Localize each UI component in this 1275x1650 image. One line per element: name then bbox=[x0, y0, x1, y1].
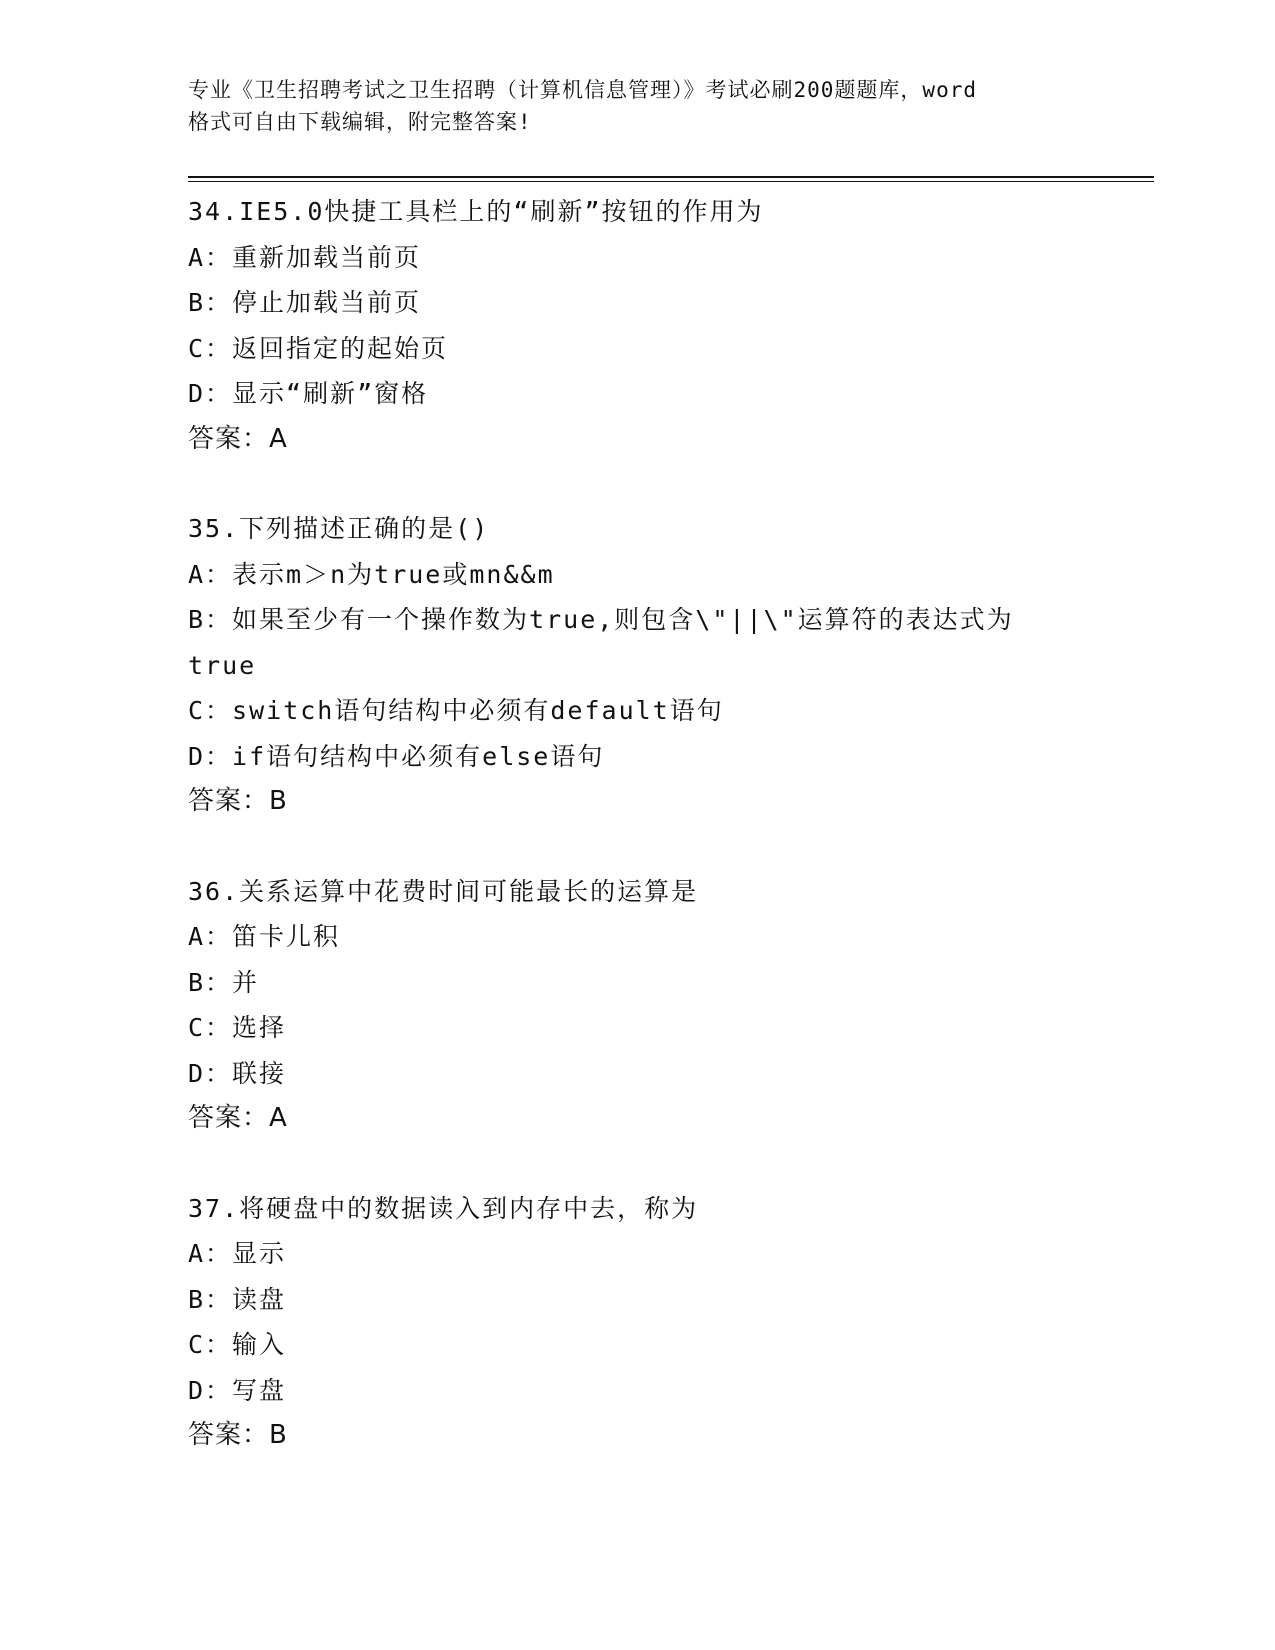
option-a: A：显示 bbox=[188, 1239, 287, 1268]
option-a: A：重新加载当前页 bbox=[188, 242, 422, 272]
option-c: C：输入 bbox=[188, 1330, 287, 1359]
answer-line: 答案：B bbox=[188, 1420, 288, 1450]
option-c: C：switch语句结构中必须有default语句 bbox=[188, 696, 724, 725]
question-34 bbox=[188, 189, 1088, 462]
document-header bbox=[188, 74, 1088, 138]
header-line-2: 格式可自由下载编辑，附完整答案! bbox=[188, 110, 532, 134]
answer-line: 答案：A bbox=[188, 1103, 288, 1133]
question-list bbox=[188, 189, 1088, 1503]
header-divider-thin bbox=[188, 181, 1154, 182]
question-37 bbox=[188, 1186, 1088, 1459]
option-c: C：返回指定的起始页 bbox=[188, 333, 449, 363]
option-d: D：if语句结构中必须有else语句 bbox=[188, 741, 605, 771]
question-stem: 34.IE5.0快捷工具栏上的“刷新”按钮的作用为 bbox=[188, 197, 764, 226]
header-line-1: 专业《卫生招聘考试之卫生招聘（计算机信息管理）》考试必刷200题题库，word bbox=[188, 78, 977, 102]
option-b: B：并 bbox=[188, 967, 260, 997]
option-d: D：写盘 bbox=[188, 1375, 287, 1405]
option-b-continued: true bbox=[188, 650, 257, 680]
option-c: C：选择 bbox=[188, 1013, 287, 1042]
answer-line: 答案：A bbox=[188, 423, 288, 454]
question-stem: 35.下列描述正确的是() bbox=[188, 514, 490, 543]
option-d: D：显示“刷新”窗格 bbox=[188, 379, 429, 408]
question-36 bbox=[188, 869, 1088, 1142]
question-stem: 37.将硬盘中的数据读入到内存中去，称为 bbox=[188, 1193, 699, 1223]
option-a: A：表示m＞n为true或mn&&m bbox=[188, 559, 555, 589]
header-divider-thick bbox=[188, 176, 1154, 178]
option-b: B：读盘 bbox=[188, 1284, 287, 1314]
option-b: B：如果至少有一个操作数为true,则包含\"||\"运算符的表达式为 bbox=[188, 605, 1014, 634]
question-stem: 36.关系运算中花费时间可能最长的运算是 bbox=[188, 876, 699, 906]
option-a: A：笛卡儿积 bbox=[188, 922, 341, 951]
option-b: B：停止加载当前页 bbox=[188, 288, 422, 317]
answer-line: 答案：B bbox=[188, 786, 288, 816]
question-35 bbox=[188, 506, 1088, 825]
option-d: D：联接 bbox=[188, 1058, 287, 1088]
